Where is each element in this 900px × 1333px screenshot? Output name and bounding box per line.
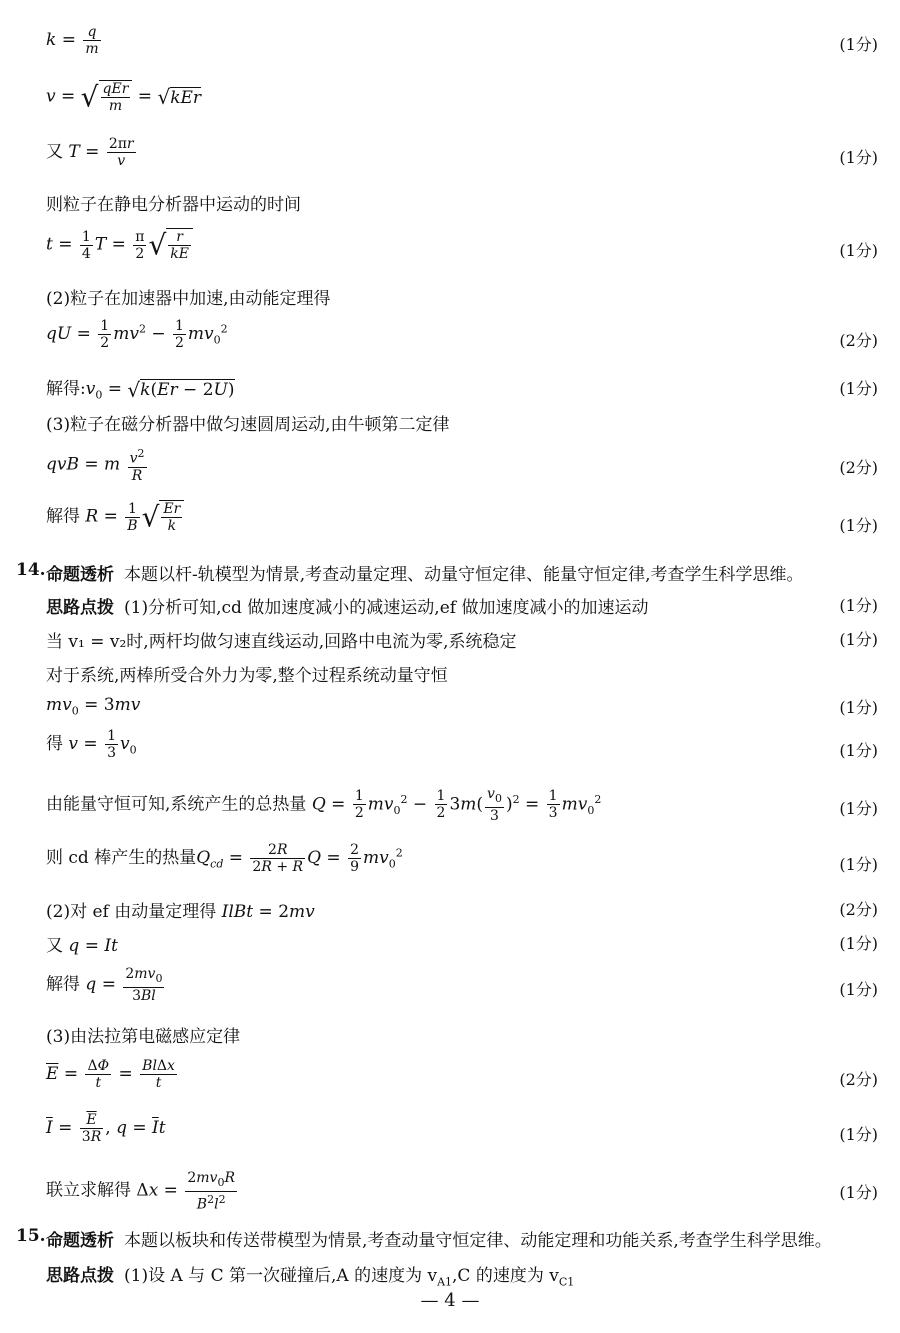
text-part3: (3)粒子在磁分析器中做匀速圆周运动,由牛顿第二定律 <box>46 415 450 435</box>
score-16: (1分) <box>839 980 878 999</box>
score-18: (1分) <box>839 1125 878 1144</box>
q15-number: 15. <box>16 1226 46 1246</box>
score-8: (1分) <box>839 596 878 615</box>
eq-impulse: (2)对 ef 由动量定理得 IlBt = 2mv <box>46 902 315 922</box>
score-4: (2分) <box>839 331 878 350</box>
eq-momentum: $mv_0 = 3mv$ <box>46 695 141 718</box>
score-11: (1分) <box>839 741 878 760</box>
score-9: (1分) <box>839 630 878 649</box>
score-5: (1分) <box>839 379 878 398</box>
score-12: (1分) <box>839 799 878 818</box>
eq-emf: $\overline{E}$ = $\frac{\Delta\Phi}{t}$ = BlΔx t <box>46 1058 175 1091</box>
eq-R: 解得 R = $\frac{1}{B}$ √ $\frac{Er}{k}$ <box>46 500 184 534</box>
score-17: (2分) <box>839 1070 878 1089</box>
eq-dx: 联立求解得 Δx = $\frac{2mv_0R}{B^2l^2}$ <box>46 1170 235 1213</box>
q14-idea: 思路点拨 (1)分析可知,cd 做加速度减小的减速运动,ef 做加速度减小的加速运动 <box>46 598 649 618</box>
eq-qU: qU = $\frac{1}{2}$ $mv^2$ − $\frac{1}{2}$ $mv_0^2$ <box>46 318 228 351</box>
score-14: (2分) <box>839 900 878 919</box>
text-then-time: 则粒子在静电分析器中运动的时间 <box>46 195 301 215</box>
score-15: (1分) <box>839 934 878 953</box>
score-6: (2分) <box>839 458 878 477</box>
text-part3-faraday: (3)由法拉第电磁感应定律 <box>46 1027 241 1047</box>
eq-k: k = $\frac{q}{m}$ <box>46 24 99 57</box>
score-7: (1分) <box>839 516 878 535</box>
eq-v0: 解得$:v_0 = √k(Er - 2U)$ <box>46 377 235 402</box>
eq-qvB: qvB = m $\frac{v^2}{R}$ <box>46 447 145 484</box>
score-1: (1分) <box>839 35 878 54</box>
eq-t: t = $\frac{1}{4}$ T = $\frac{\pi}{2}$ √ $\frac{r}{kE}$ <box>46 228 193 262</box>
score-2: (1分) <box>839 148 878 167</box>
score-13: (1分) <box>839 855 878 874</box>
q15-idea: 思路点拨 (1)设 A 与 C 第一次碰撞后,A 的速度为 $v_{A1},C$ 的速度为 $v_{C1}$ <box>46 1266 575 1289</box>
page-number: — 4 — <box>420 1290 480 1311</box>
score-3: (1分) <box>839 241 878 260</box>
q14-when: 当 v₁ = v₂时,两杆均做匀速直线运动,回路中电流为零,系统稳定 <box>46 632 517 652</box>
eq-heat: 由能量守恒可知,系统产生的总热量 Q = $\frac{1}{2}$ $mv_0^2$ − $\frac{1}{2}$ 3m( $\frac{v_0}{3}$ )$^2$ = $\frac{1}{3}$ $mv_0^2$ <box>46 786 602 824</box>
eq-v: v = √ qEr m = √kEr <box>46 80 202 114</box>
text-part2: (2)粒子在加速器中加速,由动能定理得 <box>46 289 331 309</box>
eq-T: 又 T = $\frac{2\pi r}{v}$ <box>46 136 134 169</box>
eq-heat-cd: 则 cd 棒产生的热量$Q_{cd}$ = $\frac{2R}{2R + R}$ Q = $\frac{2}{9}$ $mv_0^2$ <box>46 842 403 875</box>
eq-q-It: 又 q = It <box>46 936 118 956</box>
eq-v-result: 得 v = $\frac{1}{3}$ $v_0$ <box>46 728 137 761</box>
score-19: (1分) <box>839 1183 878 1202</box>
q15-analysis: 命题透析 本题以板块和传送带模型为情景,考查动量守恒定律、动能定理和功能关系,考查学生科学思维。 <box>46 1231 832 1251</box>
score-10: (1分) <box>839 698 878 717</box>
q14-analysis: 命题透析 本题以杆-轨模型为情景,考查动量定理、动量守恒定律、能量守恒定律,考查学生科学思维。 <box>46 565 804 585</box>
eq-q-result: 解得 q = $\frac{2mv_0}{3Bl}$ <box>46 966 163 1004</box>
q14-system: 对于系统,两棒所受合外力为零,整个过程系统动量守恒 <box>46 666 448 686</box>
q14-number: 14. <box>16 560 46 580</box>
eq-current: $\overline{I}$ = $\frac{\overline{E}}{3R}$ , $q = \overline{I}t$ <box>46 1112 166 1145</box>
